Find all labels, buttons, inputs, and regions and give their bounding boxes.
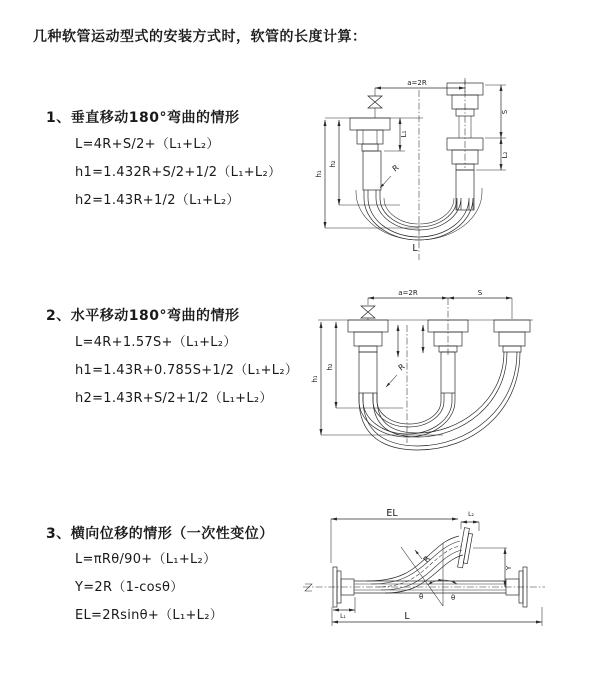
dim-h1-label: h₁ (311, 375, 319, 383)
radius-label: R (421, 554, 433, 565)
section2-formulas (75, 329, 298, 413)
braided-hose-section (456, 170, 474, 210)
page-title: 几种软管运动型式的安装方式时，软管的长度计算： (33, 29, 367, 45)
theta-label: θ (451, 594, 456, 602)
formula-line: EL=2Rsinθ+（L₁+L₂） (75, 608, 224, 623)
dim-l1 (384, 118, 408, 151)
left-fitting (350, 118, 390, 190)
formula-line: Y=2R（1-cosθ） (75, 580, 184, 595)
dim-a2r-label: a=2R (407, 79, 427, 87)
diagram-lateral-displacement (295, 503, 560, 651)
dim-l-label: L (404, 611, 410, 622)
middle-fitting (428, 320, 468, 393)
hose-u-far (359, 352, 520, 450)
section3-heading: 3、横向位移的情形（一次性变位） (46, 526, 274, 542)
dim-y-label: Y (505, 565, 513, 571)
dim-a2r (375, 79, 465, 92)
section1-formulas (75, 131, 281, 215)
dim-l1-label: L₁ (340, 613, 346, 620)
dim-l2-label: L₂ (501, 151, 509, 159)
formula-line: L=4R+S/2+（L₁+L₂） (75, 137, 220, 152)
dim-h2-label: h₂ (326, 363, 334, 371)
angle-construction (401, 543, 457, 606)
diagram-vertical-180-bend (305, 68, 535, 266)
dim-l1-label: L₁ (400, 130, 408, 138)
left-fitting (348, 320, 388, 393)
dim-a2r (368, 289, 448, 298)
dim-el (331, 508, 458, 563)
radius-callout (415, 550, 432, 564)
theta-label: θ (419, 593, 424, 601)
formula-line: h1=1.43R+0.785S+1/2（L₁+L₂） (75, 363, 299, 378)
formula-line: h1=1.432R+S/2+1/2（L₁+L₂） (75, 165, 282, 180)
dim-a2r-label: a=2R (398, 289, 418, 297)
dim-h1-label: h₁ (315, 170, 323, 178)
hose-s-curve (367, 536, 463, 593)
radius-label: R (396, 362, 407, 373)
break-symbol (305, 584, 312, 591)
right-fitting (494, 320, 530, 352)
length-label: L (412, 243, 418, 254)
dim-el-label: EL (386, 508, 398, 519)
valve-icon (361, 306, 375, 320)
dim-l2 (461, 511, 479, 531)
dim-l (332, 607, 542, 626)
section2-heading: 2、水平移动180°弯曲的情形 (46, 308, 240, 324)
dim-s (448, 289, 512, 298)
dim-l1 (333, 597, 355, 620)
section1-heading: 1、垂直移动180°弯曲的情形 (46, 110, 240, 126)
formula-line: h2=1.43R+1/2（L₁+L₂） (75, 193, 240, 208)
upper-flange (458, 528, 474, 569)
radius-label: R (390, 163, 401, 174)
formula-line: L=4R+1.57S+（L₁+L₂） (75, 335, 237, 350)
dim-h2 (326, 322, 403, 408)
braided-hose-section (441, 352, 455, 393)
valve-icon (368, 88, 382, 118)
dim-l2-label: L₂ (468, 511, 474, 518)
dim-s (476, 85, 509, 170)
formula-line: h2=1.43R+S/2+1/2（L₁+L₂） (75, 391, 273, 406)
radius-callout (380, 163, 401, 188)
braided-hose-section (359, 352, 377, 393)
right-fitting-lower (447, 138, 483, 210)
dim-s-label: S (501, 109, 509, 115)
radius-callout (386, 362, 407, 387)
section3-formulas (75, 546, 223, 630)
formula-line: L=πRθ/90+（L₁+L₂） (75, 552, 217, 567)
diagram-horizontal-180-bend (303, 285, 548, 465)
braided-hose-section (363, 151, 381, 190)
dim-s-label: S (477, 289, 483, 297)
dim-h2-label: h₂ (329, 160, 337, 168)
dim-h2 (329, 120, 400, 205)
